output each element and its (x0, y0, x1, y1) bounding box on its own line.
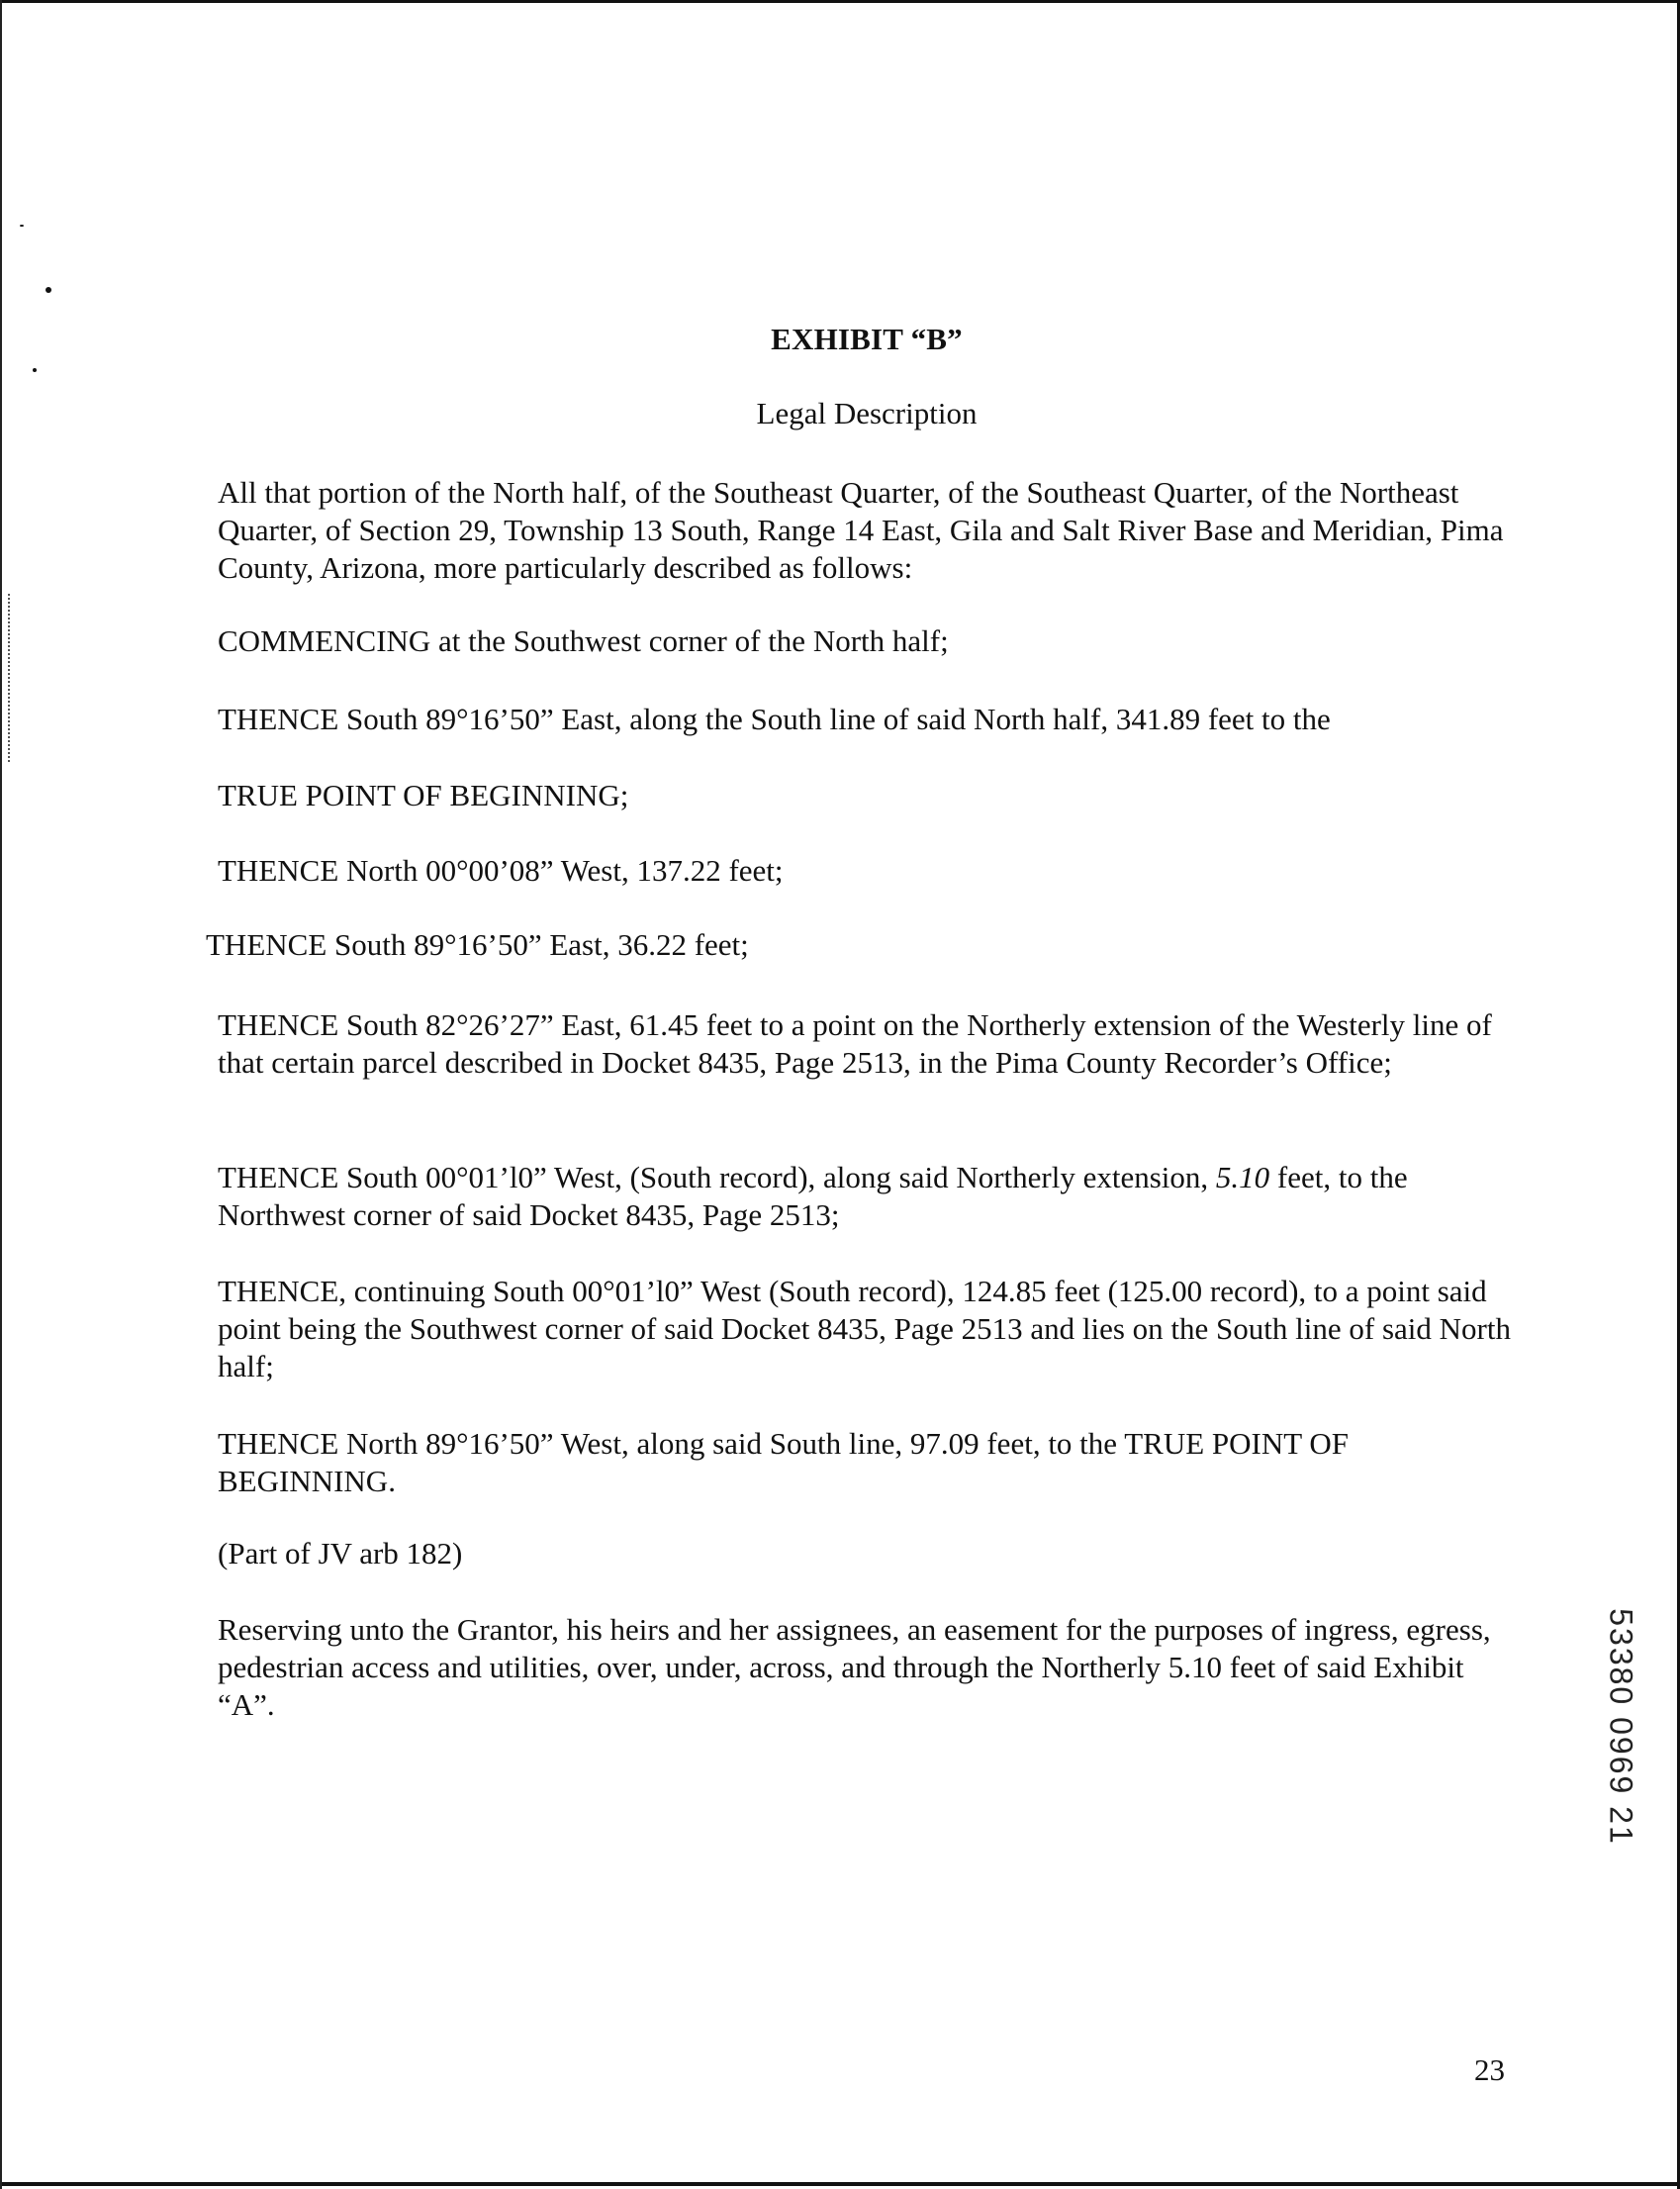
paragraph-course-5 (218, 1159, 1514, 1234)
scan-speck (46, 287, 51, 293)
paragraph-course-6: THENCE, continuing South 00°01’l0” West (South record), 124.85 feet (125.00 record), to a point said point being the Southwest corner of said Docket 8435, Page 2513 and lies on the South line of said North half; (218, 1274, 1511, 1383)
scan-edge-marks (8, 594, 13, 762)
paragraph-commencing: COMMENCING at the Southwest corner of the North half; (218, 623, 949, 658)
paragraph-course-2: THENCE North 00°00’08” West, 137.22 feet; (218, 853, 784, 888)
paragraph-course-3: THENCE South 89°16’50” East, 36.22 feet; (206, 927, 749, 962)
paragraph-easement: Reserving unto the Grantor, his heirs and her assignees, an easement for the purposes of ingress, egress, pedestrian access and utilities, over, under, across, and through the Northerly 5.10 feet of said Exhibit “A”. (218, 1612, 1491, 1722)
paragraph-course-5-distance: 5.10 (1215, 1160, 1270, 1194)
paragraph-true-point: TRUE POINT OF BEGINNING; (218, 778, 629, 812)
scan-speck (20, 225, 24, 227)
paragraph-parcel-description: All that portion of the North half, of the Southeast Quarter, of the Southeast Quarter, of the Northeast Quarter, of Section 29, Township 13 South, Range 14 East, Gila and Salt River Base and Meridian, Pima County, Arizona, more particularly described as follows: (218, 475, 1504, 585)
paragraph-course-5-end: feet, to the Northwest corner of said Docket 8435, Page 2513; (218, 1160, 1408, 1232)
paragraph-course-7: THENCE North 89°16’50” West, along said South line, 97.09 feet, to the TRUE POINT OF BEGINNING. (218, 1426, 1350, 1498)
paragraph-course-1: THENCE South 89°16’50” East, along the South line of said North half, 341.89 feet to the (218, 702, 1331, 736)
paragraph-course-4: THENCE South 82°26’27” East, 61.45 feet to a point on the Northerly extension of the Westerly line of that certain parcel described in Docket 8435, Page 2513, in the Pima County Recorder’s Office; (218, 1007, 1492, 1080)
paragraph-part-reference: (Part of JV arb 182) (218, 1536, 463, 1570)
scan-border-bottom (0, 2182, 1680, 2186)
paragraph-course-5-start: THENCE South 00°01’l0” West, (South record), along said Northerly extension, (218, 1160, 1216, 1194)
scan-border-top (0, 0, 1680, 3)
recording-stamp-number: 53380 0969 21 (1603, 1608, 1639, 1846)
scan-speck (33, 368, 37, 372)
exhibit-title: EXHIBIT “B” (771, 322, 963, 356)
document-subtitle: Legal Description (756, 396, 978, 430)
recording-stamp (1591, 1598, 1650, 1856)
page-number: 23 (1474, 2052, 1505, 2087)
